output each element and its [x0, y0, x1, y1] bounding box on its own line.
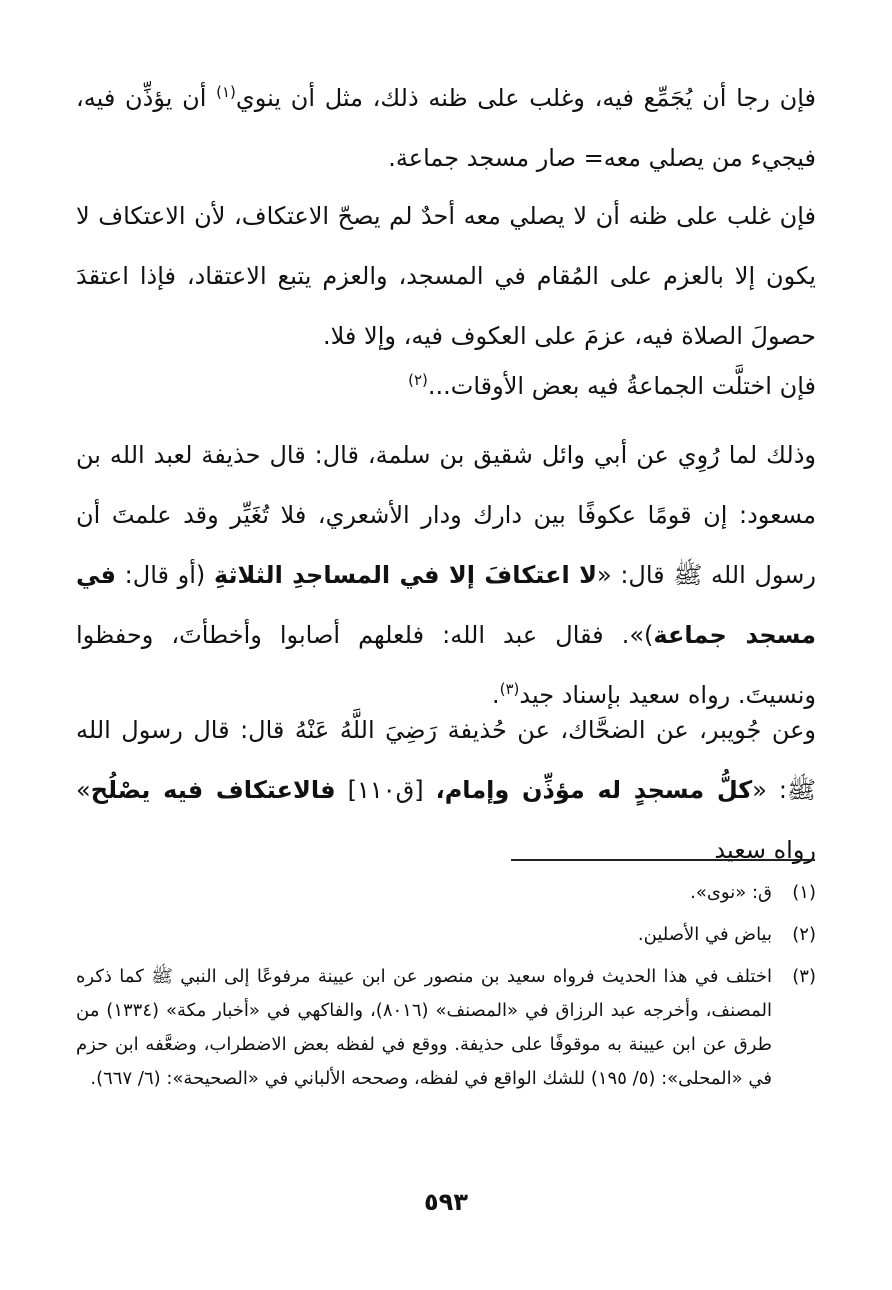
paragraph-1-text-b: أن يؤذِّن فيه، فيجيء من يصلي معه= صار مسجد جماعة. [76, 84, 816, 172]
hadith-quote-3: كلُّ مسجدٍ له مؤذِّن وإمام، [435, 776, 753, 804]
footnote-text: ق: «نوى». [690, 882, 772, 903]
paragraph-2 [76, 186, 816, 366]
paragraph-4-text-c: )». فقال عبد الله: فلعلهم أصابوا وأخطأتَ، وحفظوا ونسيتَ. رواه سعيد بإسناد جيد [76, 621, 816, 709]
paragraph-3-text: فإن اختلَّت الجماعةُ فيه بعض الأوقات... [427, 372, 816, 400]
footnote-separator [511, 859, 815, 861]
footnote-number: (٢) [792, 924, 816, 945]
footnote-1 [76, 876, 816, 910]
page-number: ٥٩٣ [424, 1188, 468, 1216]
footnote-text: بياض في الأصلين. [637, 924, 772, 945]
hadith-quote-2: في مسجد جماعة [76, 561, 816, 649]
footnote-2 [76, 918, 816, 952]
paragraph-2-text: فإن غلب على ظنه أن لا يصلي معه أحدٌ لم يصحّ الاعتكاف، لأن الاعتكاف لا يكون إلا بالعزم على المُقام في المسجد، والعزم يتبع الاعتقاد، فإذا اعتقدَ حصولَ الصلاة فيه، عزمَ على العكوف فيه، وإلا فلا. [76, 202, 816, 350]
footnote-number: (١) [792, 882, 816, 903]
hadith-quote-4: فالاعتكاف فيه يصْلُح [90, 776, 336, 804]
paragraph-5-text-a: وعن جُويبر، عن الضحَّاك، عن حُذيفة رَضِيَ اللَّهُ عَنْهُ قال: قال رسول الله ﷺ: « [76, 716, 817, 804]
paragraph-5-text-c: » رواه سعيد [76, 776, 816, 864]
footnote-text: اختلف في هذا الحديث فرواه سعيد بن منصور عن ابن عيينة مرفوعًا إلى النبي ﷺ كما ذكره المصنف، وأخرجه عبد الرزاق في «المصنف» (٨٠١٦)، والفاكهي في «أخبار مكة» (١٣٣٤) من طرق عن ابن عيينة به موقوفًا على حذيفة. ووقع في لفظه بعض الاضطراب، وضعَّفه ابن حزم في «المحلى»: (٥/ ١٩٥) للشك الواقع في لفظه، وصححه الألباني في «الصحيحة»: (٦/ ٦٦٧). [76, 966, 773, 1089]
paragraph-4-text-b: (أو قال: [116, 561, 214, 589]
footnote-ref-2[interactable]: (٢) [408, 371, 428, 389]
paragraph-1-text-a: فإن رجا أن يُجَمِّع فيه، وغلب على ظنه ذلك، مثل أن ينوي [235, 84, 816, 112]
paragraph-3 [76, 356, 816, 416]
manuscript-page-marker: [ق١١٠] [335, 776, 436, 804]
paragraph-1 [76, 68, 816, 188]
paragraph-4 [76, 425, 816, 725]
paragraph-4-text-d: . [491, 681, 500, 709]
footnote-ref-3[interactable]: (٣) [499, 680, 520, 698]
paragraph-5 [76, 700, 816, 880]
footnote-ref-1[interactable]: (١) [216, 83, 236, 101]
footnote-3 [76, 960, 816, 1096]
footnote-number: (٣) [792, 966, 816, 987]
hadith-quote-1: لا اعتكافَ إلا في المساجدِ الثلاثةِ [213, 561, 597, 589]
paragraph-4-text-a: وذلك لما رُوِي عن أبي وائل شقيق بن سلمة، قال: قال حذيفة لعبد الله بن مسعود: إن قومًا عكوفًا بين دارك ودار الأشعري، فلا تُغَيِّر وقد علمتَ أن رسول الله ﷺ قال: « [76, 441, 816, 589]
footnotes [76, 876, 816, 1104]
